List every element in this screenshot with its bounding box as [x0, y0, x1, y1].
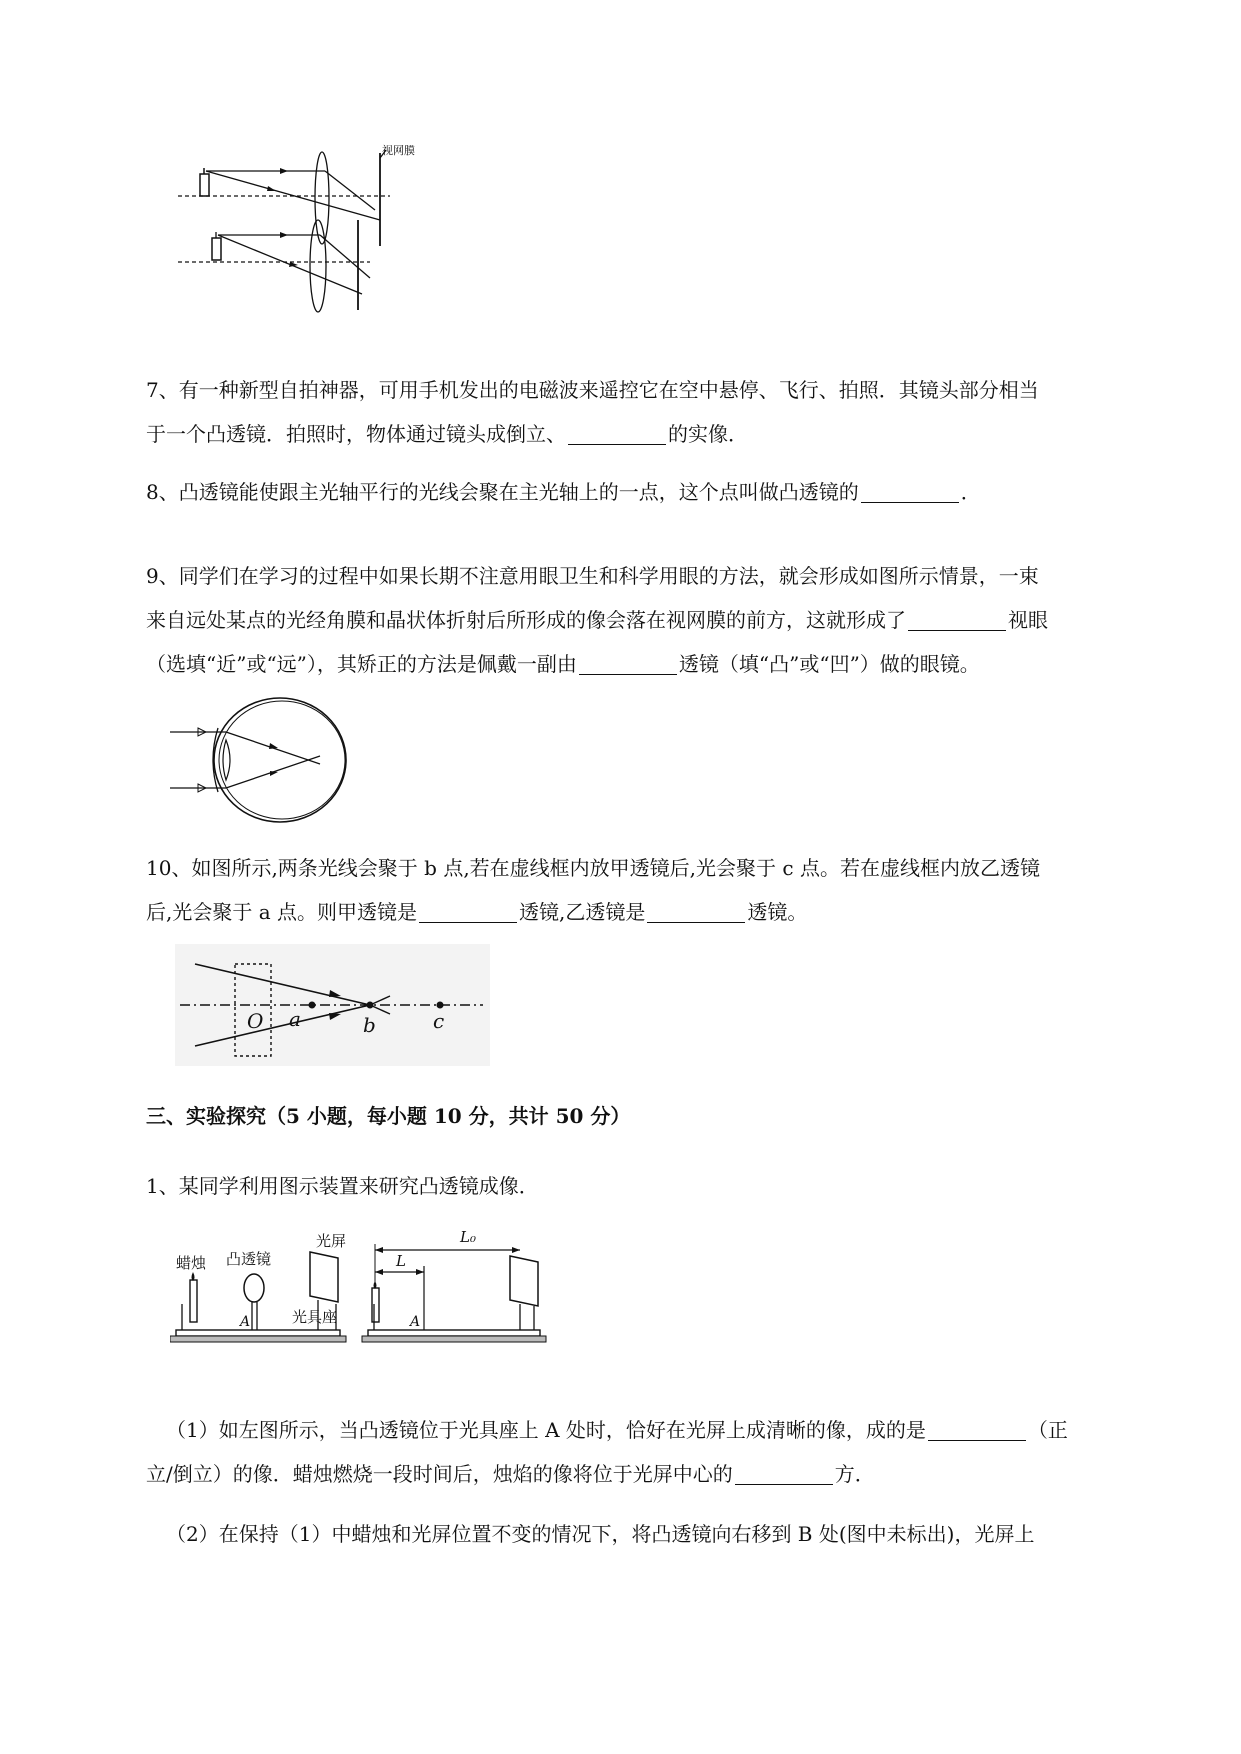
- q9-line-3: （选填“近”或“远”），其矫正的方法是佩戴一副由 透镜（填“凸”或“凹”）做的眼镜。: [146, 652, 980, 676]
- e1-p1-line-1: （1）如左图所示，当凸透镜位于光具座上 A 处时，恰好在光屏上成清晰的像，成的是 （正: [166, 1418, 1068, 1442]
- eye-diagram: [170, 688, 350, 838]
- retina-label: 视网膜: [382, 144, 415, 157]
- label-b: b: [363, 1013, 376, 1037]
- candle-object-top: [200, 174, 209, 196]
- q7-line-2: 于一个凸透镜．拍照时，物体通过镜头成倒立、 的实像．: [146, 422, 748, 446]
- q10-answer-blank-1[interactable]: [419, 900, 517, 923]
- label-candle: 蜡烛: [176, 1254, 207, 1272]
- label-lens: 凸透镜: [226, 1250, 272, 1268]
- screen-right: [510, 1256, 538, 1306]
- crystalline-lens: [223, 740, 230, 780]
- convergence-diagram: [175, 944, 490, 1066]
- lens-left: [244, 1274, 264, 1302]
- label-A-left: A: [240, 1314, 251, 1330]
- label-bench: 光具座: [292, 1308, 338, 1326]
- label-O: O: [247, 1009, 264, 1033]
- label-L0: L₀: [460, 1228, 476, 1246]
- section-3-heading: 三、实验探究（5 小题，每小题 10 分，共计 50 分）: [146, 1104, 631, 1128]
- candle-right: [372, 1288, 379, 1322]
- experiment-1-intro: 1、某同学利用图示装置来研究凸透镜成像．: [146, 1174, 539, 1198]
- q9-answer-blank-1[interactable]: [908, 608, 1006, 631]
- label-screen: 光屏: [316, 1232, 347, 1250]
- candle-object-bottom: [212, 238, 221, 260]
- point-a: [309, 1002, 316, 1009]
- label-c: c: [433, 1009, 445, 1033]
- question-8: [146, 470, 1146, 514]
- screen-left: [310, 1252, 338, 1302]
- retina-ray-diagram: [170, 138, 440, 338]
- experiment-1-part-1: [146, 1408, 1146, 1496]
- label-a: a: [289, 1007, 301, 1031]
- e1-p1-answer-blank-2[interactable]: [735, 1462, 833, 1485]
- q10-answer-blank-2[interactable]: [647, 900, 745, 923]
- e1-p1-answer-blank-1[interactable]: [928, 1418, 1026, 1441]
- q10-line-2: 后,光会聚于 a 点。则甲透镜是 透镜,乙透镜是 透镜。: [146, 900, 808, 924]
- q10-line-1: 10、如图所示,两条光线会聚于 b 点,若在虚线框内放甲透镜后,光会聚于 c 点。若在虚线框内放乙透镜: [146, 856, 1040, 880]
- q9-line-2: 来自远处某点的光经角膜和晶状体折射后所形成的像会落在视网膜的前方，这就形成了 视眼: [146, 608, 1048, 632]
- e1-p1-line-2: 立/倒立）的像．蜡烛燃烧一段时间后，烛焰的像将位于光屏中心的 方．: [146, 1462, 875, 1486]
- q7-line-1: 7、有一种新型自拍神器，可用手机发出的电磁波来遥控它在空中悬停、飞行、拍照．其镜头部分相当: [146, 378, 1039, 402]
- candle-left: [190, 1280, 197, 1322]
- q8-line-1: 8、凸透镜能使跟主光轴平行的光线会聚在主光轴上的一点，这个点叫做凸透镜的 ．: [146, 480, 981, 504]
- experiment-1-part-2: [146, 1512, 1146, 1556]
- e1-p2-line-1: （2）在保持（1）中蜡烛和光屏位置不变的情况下，将凸透镜向右移到 B 处(图中未标出)，光屏上: [166, 1522, 1035, 1546]
- lens-top: [315, 152, 329, 244]
- optical-bench-diagram: [170, 1226, 610, 1356]
- q8-answer-blank[interactable]: [861, 480, 959, 503]
- question-10: [146, 846, 1146, 934]
- point-b: [367, 1002, 374, 1009]
- question-9: [146, 554, 1146, 686]
- q9-answer-blank-2[interactable]: [579, 652, 677, 675]
- eyeball: [214, 698, 346, 822]
- question-7: [146, 368, 1146, 456]
- label-A-right: A: [410, 1314, 421, 1330]
- q9-line-1: 9、同学们在学习的过程中如果长期不注意用眼卫生和科学用眼的方法，就会形成如图所示情景，一束: [146, 564, 1039, 588]
- point-c: [437, 1002, 444, 1009]
- q7-answer-blank[interactable]: [568, 422, 666, 445]
- label-L: L: [396, 1252, 406, 1270]
